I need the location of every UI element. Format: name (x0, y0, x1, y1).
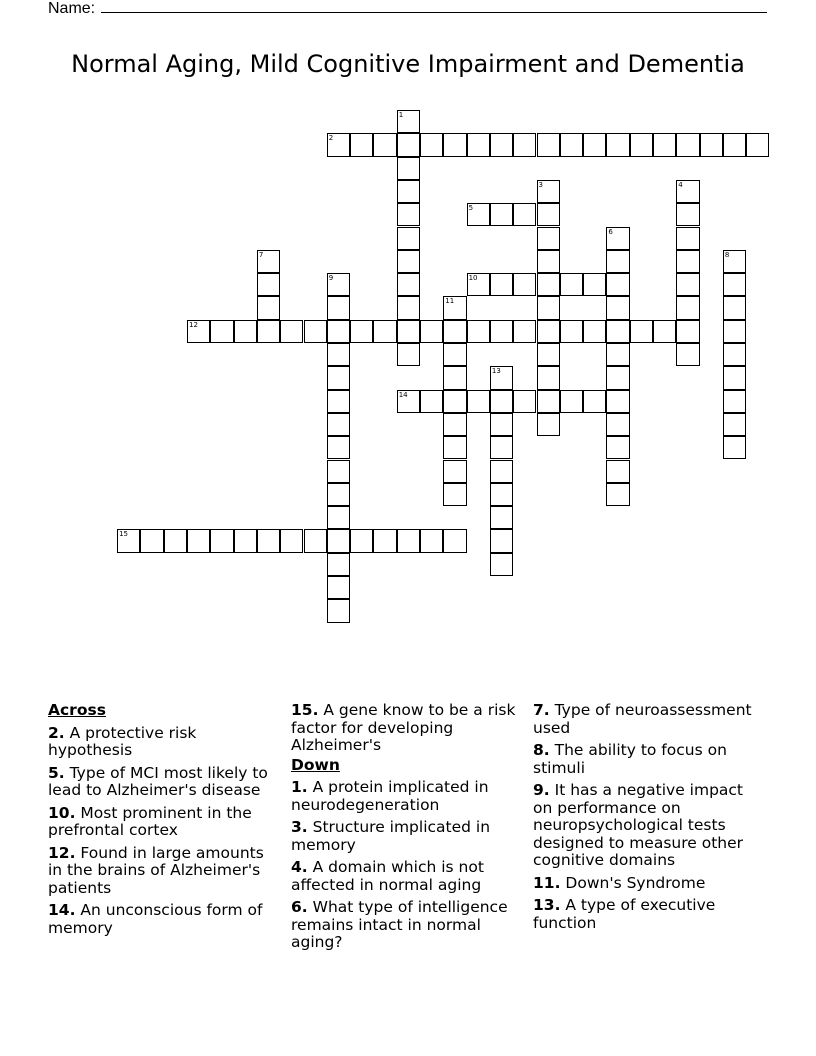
crossword-cell[interactable] (467, 390, 490, 413)
crossword-cell[interactable] (490, 273, 513, 296)
crossword-cell[interactable] (397, 133, 420, 156)
crossword-cell[interactable] (606, 366, 629, 389)
cell-number: 7 (258, 250, 264, 259)
crossword-cell[interactable] (443, 413, 466, 436)
crossword-cell[interactable] (304, 320, 327, 343)
clue-number: 4. (291, 858, 308, 876)
crossword-cell[interactable] (420, 133, 443, 156)
clue-text: A type of executive function (533, 896, 716, 932)
crossword-cell[interactable] (187, 529, 210, 552)
cell-number: 15 (119, 530, 129, 539)
crossword-cell[interactable] (443, 483, 466, 506)
crossword-cell[interactable] (490, 506, 513, 529)
crossword-cell[interactable] (397, 157, 420, 180)
crossword-cell[interactable] (443, 529, 466, 552)
clue-text: Type of MCI most likely to lead to Alzheimer's disease (48, 763, 268, 799)
crossword-cell[interactable] (606, 320, 629, 343)
crossword-cell[interactable] (676, 203, 699, 226)
crossword-cell[interactable] (537, 320, 560, 343)
clue-text: A gene know to be a risk factor for developing Alzheimer's (291, 701, 516, 754)
crossword-cell[interactable] (630, 133, 653, 156)
crossword-cell[interactable] (630, 320, 653, 343)
crossword-cell[interactable] (723, 390, 746, 413)
crossword-cell[interactable] (397, 180, 420, 203)
crossword-cell[interactable] (257, 296, 280, 319)
crossword-cell[interactable] (537, 133, 560, 156)
crossword-cell[interactable] (327, 436, 350, 459)
clue-across-14 (48, 902, 273, 937)
crossword-cell[interactable] (490, 390, 513, 413)
crossword-cell[interactable] (490, 483, 513, 506)
clue-column-1 (48, 702, 273, 942)
clue-number: 7. (533, 701, 550, 719)
crossword-cell[interactable] (676, 343, 699, 366)
crossword-cell[interactable] (700, 133, 723, 156)
crossword-cell[interactable] (397, 390, 420, 413)
clue-number: 6. (291, 898, 308, 916)
crossword-cell[interactable] (397, 343, 420, 366)
cell-number: 3 (538, 180, 543, 189)
crossword-cell[interactable] (537, 413, 560, 436)
crossword-cell[interactable] (117, 529, 140, 552)
crossword-cell[interactable] (537, 250, 560, 273)
crossword-cell[interactable] (723, 250, 746, 273)
crossword-cell[interactable] (537, 296, 560, 319)
crossword-cell[interactable] (397, 320, 420, 343)
crossword-cell[interactable] (676, 296, 699, 319)
crossword-cell[interactable] (467, 203, 490, 226)
clue-text: It has a negative impact on performance on neuropsychological tests designed to measure other cognitive domains (533, 781, 744, 869)
clue-column-2 (291, 702, 516, 957)
crossword-cell[interactable] (723, 436, 746, 459)
crossword-cell[interactable] (583, 133, 606, 156)
name-label: Name: (48, 0, 96, 17)
crossword-cell[interactable] (187, 320, 210, 343)
crossword-cell[interactable] (327, 133, 350, 156)
clue-down-7 (533, 702, 763, 737)
clue-down-4 (291, 859, 516, 894)
clue-across-10 (48, 805, 273, 840)
crossword-cell[interactable] (327, 506, 350, 529)
clue-number: 3. (291, 818, 308, 836)
crossword-cell[interactable] (397, 296, 420, 319)
crossword-cell[interactable] (327, 390, 350, 413)
cell-number: 12 (189, 320, 198, 329)
clue-number: 10. (48, 803, 76, 822)
clue-number: 11. (533, 873, 561, 892)
crossword-cell[interactable] (606, 343, 629, 366)
crossword-cell[interactable] (443, 436, 466, 459)
crossword-cell[interactable] (467, 273, 490, 296)
crossword-cell[interactable] (373, 529, 396, 552)
crossword-cell[interactable] (210, 529, 233, 552)
crossword-cell[interactable] (746, 133, 769, 156)
down-heading: Down (291, 755, 340, 774)
crossword-cell[interactable] (606, 460, 629, 483)
crossword-cell[interactable] (723, 366, 746, 389)
clue-text: Most prominent in the prefrontal cortex (48, 803, 252, 839)
crossword-cell[interactable] (443, 296, 466, 319)
crossword-cell[interactable] (606, 483, 629, 506)
crossword-cell[interactable] (234, 320, 257, 343)
crossword-cell[interactable] (280, 529, 303, 552)
cell-number: 11 (445, 297, 455, 306)
clue-number: 8. (533, 741, 550, 759)
crossword-cell[interactable] (443, 343, 466, 366)
crossword-cell[interactable] (723, 343, 746, 366)
clue-across-12 (48, 845, 273, 898)
crossword-cell[interactable] (327, 483, 350, 506)
crossword-cell[interactable] (513, 133, 536, 156)
cell-number: 10 (468, 274, 478, 283)
clue-number: 2. (48, 723, 65, 742)
cell-number: 4 (678, 180, 683, 189)
crossword-cell[interactable] (606, 273, 629, 296)
crossword-cell[interactable] (327, 366, 350, 389)
crossword-cell[interactable] (397, 273, 420, 296)
crossword-cell[interactable] (304, 529, 327, 552)
crossword-cell[interactable] (513, 320, 536, 343)
crossword-cell[interactable] (443, 460, 466, 483)
crossword-cell[interactable] (490, 366, 513, 389)
clue-column-3 (533, 702, 763, 937)
clue-down-6 (291, 899, 516, 952)
crossword-cell[interactable] (373, 320, 396, 343)
clue-text: A protective risk hypothesis (48, 723, 197, 759)
clue-number: 13. (533, 896, 561, 914)
clue-down-1 (291, 779, 516, 814)
crossword-cell[interactable] (653, 133, 676, 156)
cell-number: 9 (328, 274, 334, 283)
crossword-cell[interactable] (397, 250, 420, 273)
crossword-cell[interactable] (490, 413, 513, 436)
crossword-cell[interactable] (513, 203, 536, 226)
crossword-cell[interactable] (420, 390, 443, 413)
crossword-cell[interactable] (327, 296, 350, 319)
crossword-cell[interactable] (350, 529, 373, 552)
crossword-cell[interactable] (327, 273, 350, 296)
clue-text: An unconscious form of memory (48, 901, 263, 937)
crossword-cell[interactable] (606, 250, 629, 273)
crossword-cell[interactable] (327, 599, 350, 622)
cell-number: 13 (491, 367, 501, 376)
clue-text: A protein implicated in neurodegeneration (291, 778, 489, 814)
crossword-cell[interactable] (164, 529, 187, 552)
cell-number: 6 (608, 227, 613, 236)
crossword-cell[interactable] (327, 553, 350, 576)
crossword-cell[interactable] (490, 460, 513, 483)
crossword-cell[interactable] (420, 529, 443, 552)
crossword-cell[interactable] (257, 250, 280, 273)
clue-number: 5. (48, 763, 65, 782)
clue-across-5 (48, 765, 273, 800)
crossword-cell[interactable] (443, 366, 466, 389)
clue-down-3 (291, 819, 516, 854)
crossword-cell[interactable] (443, 133, 466, 156)
clue-text: Type of neuroassessment used (533, 701, 752, 737)
crossword-cell[interactable] (257, 529, 280, 552)
crossword-cell[interactable] (723, 413, 746, 436)
clue-text: The ability to focus on stimuli (533, 741, 727, 777)
crossword-cell[interactable] (327, 576, 350, 599)
crossword-cell[interactable] (583, 273, 606, 296)
crossword-cell[interactable] (397, 203, 420, 226)
clue-text: What type of intelligence remains intact in normal aging? (291, 898, 508, 951)
crossword-cell[interactable] (606, 133, 629, 156)
crossword-cell[interactable] (513, 390, 536, 413)
clue-across-2 (48, 725, 273, 760)
crossword-cell[interactable] (537, 203, 560, 226)
crossword-cell[interactable] (676, 180, 699, 203)
clue-number: 9. (533, 781, 550, 799)
crossword-cell[interactable] (723, 273, 746, 296)
crossword-cell[interactable] (257, 273, 280, 296)
crossword-cell[interactable] (606, 413, 629, 436)
crossword-cell[interactable] (560, 273, 583, 296)
crossword-cell[interactable] (490, 436, 513, 459)
crossword-cell[interactable] (350, 320, 373, 343)
crossword-cell[interactable] (676, 227, 699, 250)
crossword-cell[interactable] (327, 460, 350, 483)
crossword-cell[interactable] (723, 320, 746, 343)
crossword-cell[interactable] (537, 343, 560, 366)
crossword-cell[interactable] (653, 320, 676, 343)
clue-number: 15. (291, 701, 319, 719)
clue-text: Structure implicated in memory (291, 818, 491, 854)
crossword-cell[interactable] (490, 529, 513, 552)
crossword-cell[interactable] (490, 320, 513, 343)
page-title: Normal Aging, Mild Cognitive Impairment and Dementia (71, 50, 745, 78)
crossword-cell[interactable] (583, 390, 606, 413)
crossword-cell[interactable] (397, 529, 420, 552)
clue-across-15 (291, 702, 516, 755)
clue-down-9 (533, 782, 763, 870)
crossword-cell[interactable] (443, 390, 466, 413)
cell-number: 8 (724, 250, 730, 259)
crossword-cell[interactable] (537, 227, 560, 250)
across-heading: Across (48, 701, 106, 719)
clue-number: 14. (48, 901, 76, 919)
crossword-cell[interactable] (723, 296, 746, 319)
clue-down-13 (533, 897, 763, 932)
clue-text: A domain which is not affected in normal aging (291, 858, 484, 894)
crossword-cell[interactable] (537, 390, 560, 413)
crossword-cell[interactable] (537, 366, 560, 389)
cell-number: 2 (328, 134, 334, 143)
crossword-cell[interactable] (676, 273, 699, 296)
crossword-cell[interactable] (467, 133, 490, 156)
crossword-cell[interactable] (490, 553, 513, 576)
crossword-cell[interactable] (537, 180, 560, 203)
crossword-cell[interactable] (234, 529, 257, 552)
crossword-cell[interactable] (560, 390, 583, 413)
crossword-cell[interactable] (676, 250, 699, 273)
crossword-cell[interactable] (373, 133, 396, 156)
crossword-cell[interactable] (606, 296, 629, 319)
crossword-cell[interactable] (537, 273, 560, 296)
crossword-cell[interactable] (467, 320, 490, 343)
cell-number: 14 (398, 390, 408, 399)
crossword-cell[interactable] (490, 203, 513, 226)
crossword-cell[interactable] (350, 133, 373, 156)
clue-number: 1. (291, 778, 308, 796)
crossword-cell[interactable] (327, 413, 350, 436)
clue-number: 12. (48, 843, 76, 862)
cell-number: 5 (468, 204, 474, 213)
crossword-cell[interactable] (560, 133, 583, 156)
crossword-cell[interactable] (210, 320, 233, 343)
crossword-cell[interactable] (397, 110, 420, 133)
crossword-cell[interactable] (676, 133, 699, 156)
crossword-cell[interactable] (513, 273, 536, 296)
clue-down-11 (533, 875, 763, 893)
clue-text: Found in large amounts in the brains of Alzheimer's patients (48, 843, 264, 897)
crossword-cell[interactable] (140, 529, 163, 552)
crossword-cell[interactable] (606, 390, 629, 413)
crossword-cell[interactable] (443, 320, 466, 343)
crossword-cell[interactable] (327, 343, 350, 366)
crossword-cell[interactable] (397, 227, 420, 250)
clue-down-8 (533, 742, 763, 777)
crossword-cell[interactable] (676, 320, 699, 343)
crossword-cell[interactable] (327, 320, 350, 343)
crossword-cell[interactable] (327, 529, 350, 552)
cell-number: 1 (398, 111, 404, 119)
crossword-cell[interactable] (490, 133, 513, 156)
crossword-cell[interactable] (723, 133, 746, 156)
crossword-cell[interactable] (560, 320, 583, 343)
crossword-cell[interactable] (583, 320, 606, 343)
crossword-cell[interactable] (606, 436, 629, 459)
clue-text: Down's Syndrome (565, 873, 706, 892)
crossword-cell[interactable] (280, 320, 303, 343)
crossword-cell[interactable] (257, 320, 280, 343)
crossword-cell[interactable] (420, 320, 443, 343)
crossword-cell[interactable] (606, 227, 629, 250)
